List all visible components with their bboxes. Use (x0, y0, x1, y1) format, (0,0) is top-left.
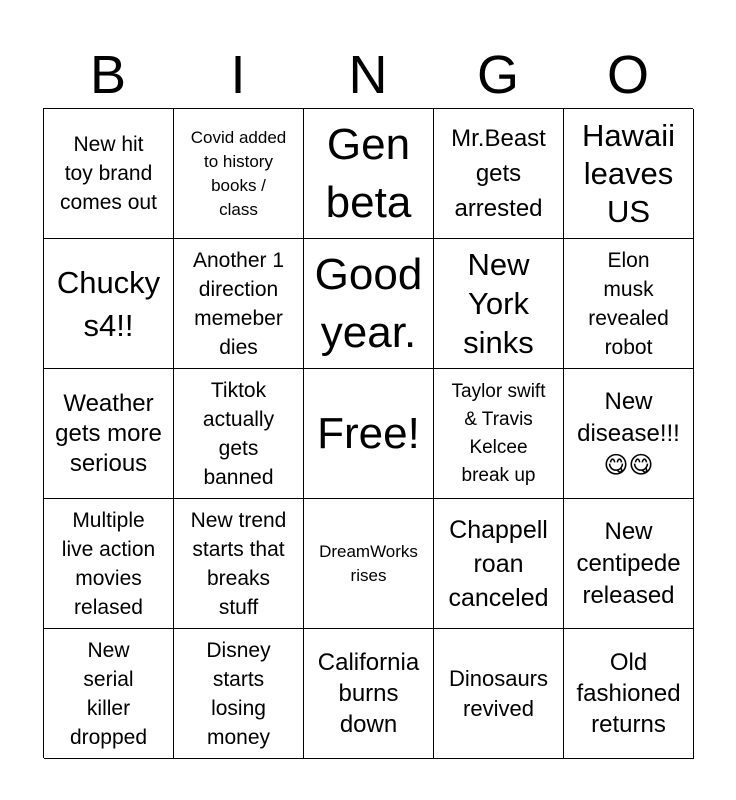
bingo-cell-r5-c3[interactable] (304, 629, 434, 759)
cell-text: Mr.Beast gets arrested (451, 125, 546, 222)
cell-text: Weather gets more serious (55, 389, 162, 477)
cell-text: Hawaii leaves US (581, 117, 676, 229)
cell-text: Chappell roan canceled (448, 515, 549, 612)
cell-text: New York sinks (463, 247, 534, 360)
bingo-cell-r3-c5[interactable] (564, 369, 694, 499)
cell-text: Elon musk revealed robot (588, 248, 669, 359)
cell-text: Gen beta (325, 119, 412, 227)
bingo-cell-r2-c3[interactable] (304, 239, 434, 369)
bingo-cell-r2-c5[interactable] (564, 239, 694, 369)
cell-text: DreamWorks rises (319, 541, 418, 585)
cell-text: Taylor swift & Travis Kelcee break up (451, 380, 546, 486)
cell-text: Multiple live action movies relased (61, 508, 156, 619)
bingo-cell-r3-c2[interactable] (174, 369, 304, 499)
bingo-cell-r3-c3[interactable] (304, 369, 434, 499)
cell-text: Good year. (314, 249, 423, 357)
free-space: Free! (317, 408, 420, 458)
bingo-cell-r5-c2[interactable] (174, 629, 304, 759)
bingo-cell-r4-c4[interactable] (434, 499, 564, 629)
bingo-cell-r2-c1[interactable] (44, 239, 174, 369)
header-letter-n: N (348, 45, 388, 105)
cell-text: New serial killer dropped (69, 638, 148, 749)
cell-text: New hit toy brand comes out (60, 133, 157, 214)
bingo-cell-r3-c1[interactable] (44, 369, 174, 499)
bingo-cell-r1-c1[interactable] (44, 109, 174, 239)
cell-text: California burns down (317, 649, 420, 738)
bingo-cell-r5-c5[interactable] (564, 629, 694, 759)
cell-text: Chucky s4!! (56, 264, 161, 343)
header-letter-g: G (476, 45, 519, 105)
cell-text: Another 1 direction memeber dies (192, 248, 285, 359)
cell-text: Dinosaurs revived (448, 665, 549, 721)
bingo-cell-r4-c3[interactable] (304, 499, 434, 629)
bingo-cell-r2-c4[interactable] (434, 239, 564, 369)
bingo-cell-r1-c2[interactable] (174, 109, 304, 239)
header-letter-i: I (230, 45, 246, 105)
header-letter-b: B (89, 45, 127, 105)
bingo-header (43, 42, 693, 108)
cell-text: Covid added to history books / class (190, 127, 287, 219)
bingo-cell-r4-c5[interactable] (564, 499, 694, 629)
cell-text: Tiktok actually gets banned (202, 378, 275, 489)
cell-text: New centipede released (576, 517, 681, 609)
bingo-cell-r3-c4[interactable] (434, 369, 564, 499)
bingo-cell-r4-c1[interactable] (44, 499, 174, 629)
bingo-cell-r1-c3[interactable] (304, 109, 434, 239)
header-letter-o: O (606, 45, 649, 105)
cell-text: Disney starts losing money (206, 638, 271, 749)
bingo-cell-r1-c5[interactable] (564, 109, 694, 239)
cell-text: New disease!!! 😋😋 (577, 387, 680, 479)
cell-text: New trend starts that breaks stuff (190, 508, 287, 619)
bingo-cell-r4-c2[interactable] (174, 499, 304, 629)
bingo-cell-r2-c2[interactable] (174, 239, 304, 369)
bingo-cell-r5-c4[interactable] (434, 629, 564, 759)
cell-text: Old fashioned returns (576, 649, 681, 738)
bingo-grid (43, 108, 693, 758)
bingo-cell-r5-c1[interactable] (44, 629, 174, 759)
bingo-cell-r1-c4[interactable] (434, 109, 564, 239)
